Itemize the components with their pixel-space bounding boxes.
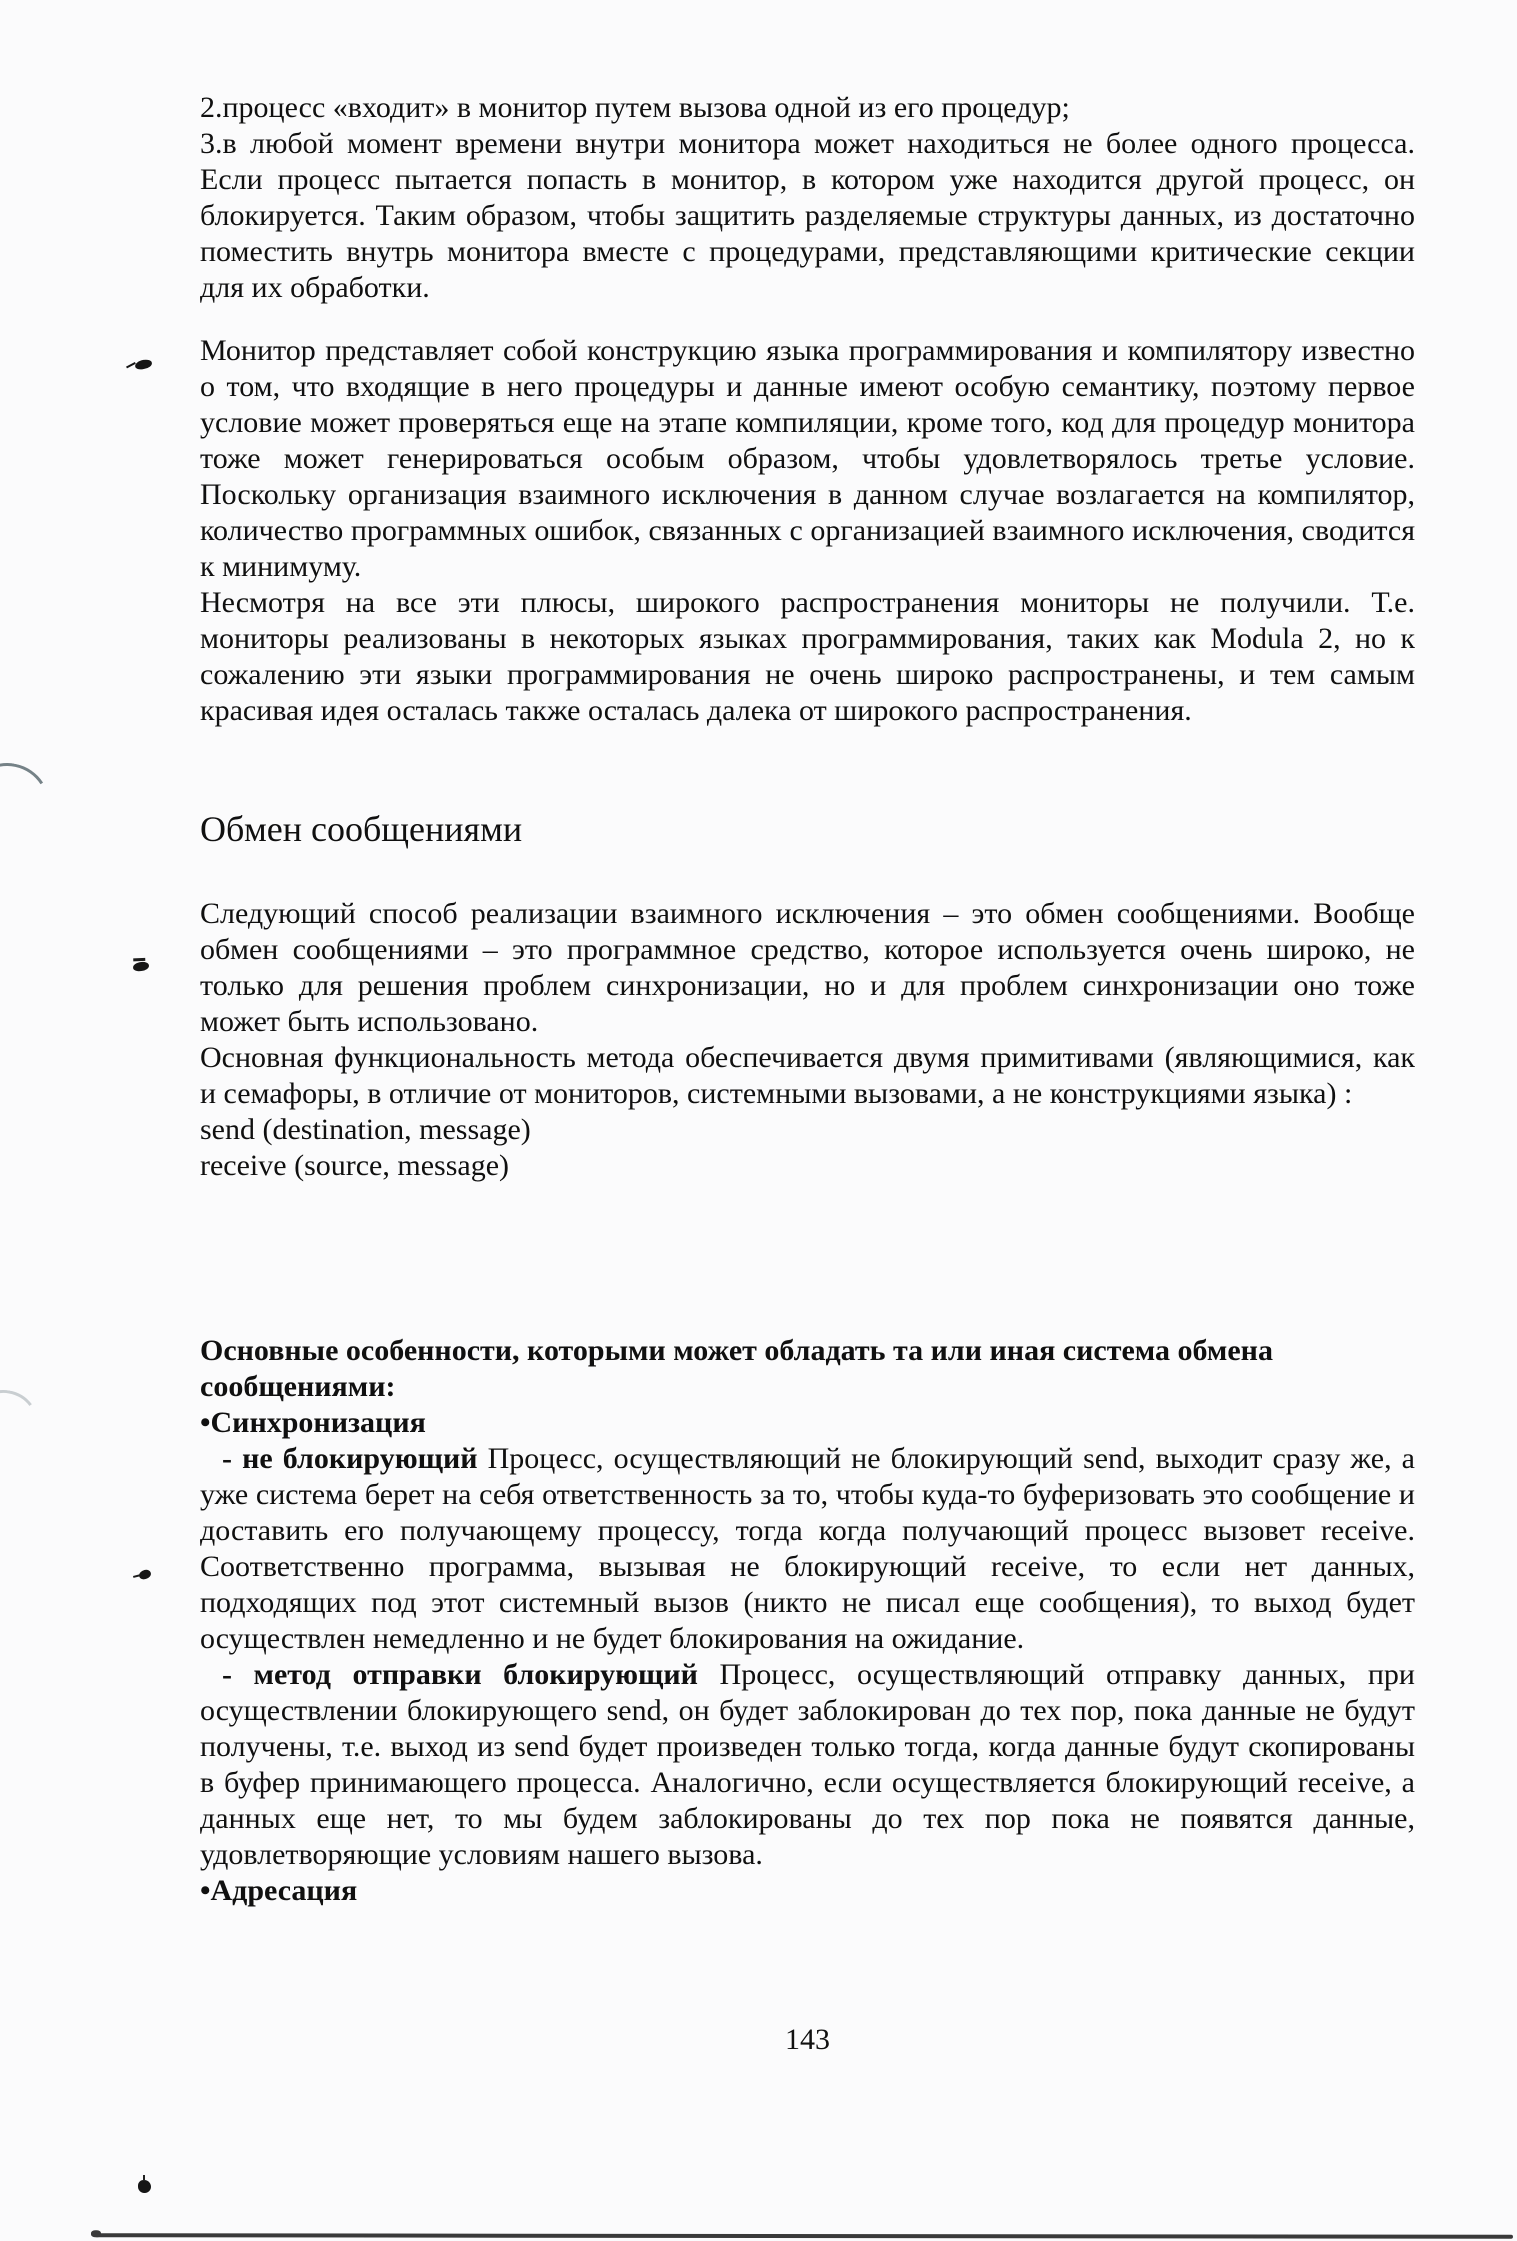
monitor-rule-3: 3.в любой момент времени внутри монитора может находиться не более одного процесса. Если процесс пытается попасть в монитор, в котором уже находится другой процесс, он блокируется. Таким образом, чтобы защитить разделяемые структуры данных, из достаточно поместить внутрь монитора вместе с процедурами, представляющими критические секции для их обработки. <box>200 127 1415 304</box>
features-section <box>200 1333 1415 1909</box>
blocking-item-text: Процесс, осуществляющий отправку данных, при осуществлении блокирующего send, он будет заблокирован до тех пор, пока данные не будут получены, т.е. выход из send будет произведен только тогда, когда данные будут скопированы в буфер принимающего процесса. Аналогично, если осуществляется блокирующий receive, а данных еще нет, то мы будем заблокированы до тех пор пока не появятся данные, удовлетворяющие условиям нашего вызова. <box>200 1658 1415 1871</box>
ink-mark-artifact <box>138 1569 152 1581</box>
bullet-synchronization: •Синхронизация <box>200 1406 426 1439</box>
page-number: 143 <box>785 2023 830 2056</box>
nonblocking-item-lead: - не блокирующий <box>222 1442 478 1475</box>
ink-mark-artifact <box>134 359 152 371</box>
pencil-arc-artifact <box>0 755 58 857</box>
scan-edge-line <box>95 2233 1513 2238</box>
nonblocking-item <box>200 1441 1415 1657</box>
ink-mark-artifact <box>133 961 150 972</box>
messaging-primitives-paragraph: Основная функциональность метода обеспечивается двумя примитивами (являющимися, как и семафоры, в отличие от мониторов, системными вызовами, а не конструкциями языка) : <box>200 1041 1415 1110</box>
messaging-intro-paragraph: Следующий способ реализации взаимного исключения – это обмен сообщениями. Вообще обмен сообщениями – это программное средство, которое используется очень широко, не только для решения проблем синхронизации, но и для проблем синхронизации оно тоже может быть использовано. <box>200 897 1415 1038</box>
monitor-paragraphs <box>200 333 1415 729</box>
bullet-addressing: •Адресация <box>200 1874 358 1907</box>
section-heading-message-passing: Обмен сообщениями <box>200 809 523 849</box>
nonblocking-item-text: Процесс, осуществляющий не блокирующий send, выходит сразу же, а уже система берет на себя ответственность за то, чтобы куда-то буферизовать это сообщение и доставить его получающему процессу, тогда когда получающий процесс вызовет receive. Соответственно программа, вызывая не блокирующий receive, то если нет данных, подходящих под этот системный вызов (никто не писал еще сообщения), то выход будет осуществлен немедленно и не будет блокирования на ожидание. <box>200 1442 1415 1655</box>
monitor-despite-paragraph: Несмотря на все эти плюсы, широкого распространения мониторы не получили. Т.е. мониторы реализованы в некоторых языках программирования, таких как Modula 2, но к сожалению эти языки программирования не очень широко распространены, и тем самым красивая идея осталась также осталась далека от широкого распространения. <box>200 586 1415 727</box>
blocking-item-lead: - метод отправки блокирующий <box>222 1658 698 1691</box>
ink-mark-artifact <box>138 2180 151 2193</box>
monitor-rules-list <box>200 90 1415 306</box>
features-intro-heading: Основные особенности, которыми может обладать та или иная система обмена сообщениями: <box>200 1334 1273 1403</box>
blocking-item <box>200 1657 1415 1873</box>
messaging-paragraphs <box>200 896 1415 1184</box>
send-primitive-line: send (destination, message) <box>200 1113 531 1146</box>
monitor-rule-2: 2.процесс «входит» в монитор путем вызова одной из его процедур; <box>200 91 1070 124</box>
monitor-compiler-paragraph: Монитор представляет собой конструкцию языка программирования и компилятору известно о том, что входящие в него процедуры и данные имеют особую семантику, поэтому первое условие может проверяться еще на этапе компиляции, кроме того, код для процедур монитора тоже может генерироваться особым образом, чтобы удовлетворялось третье условие. Поскольку организация взаимного исключения в данном случае возлагается на компилятор, количество программных ошибок, связанных с организацией взаимного исключения, сводится к минимуму. <box>200 334 1415 583</box>
pencil-arc-artifact <box>0 1385 43 1460</box>
receive-primitive-line: receive (source, message) <box>200 1149 509 1182</box>
